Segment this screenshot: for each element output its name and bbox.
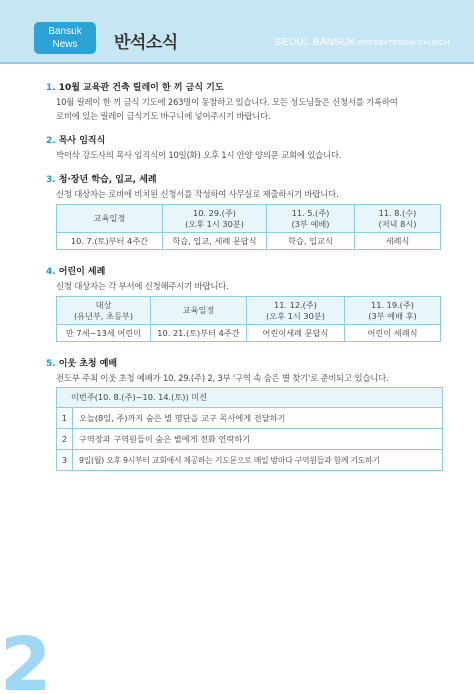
section-ordination xyxy=(46,135,442,162)
table-cell: 만 7세~13세 어린이 xyxy=(57,325,151,342)
section-body xyxy=(46,95,442,123)
mission-row xyxy=(57,408,443,429)
section-number: 2. xyxy=(46,136,56,146)
table-header-cell xyxy=(355,205,441,233)
church-name-sub: PRESBYTERIAN CHURCH xyxy=(355,40,450,47)
church-name-main: SEOUL BANSUK xyxy=(274,37,356,48)
table-cell: 어린이세례 문답식 xyxy=(247,325,345,342)
header-text: 10. 29.(주) (오후 1시 30분) xyxy=(185,207,244,229)
church-name xyxy=(275,37,450,48)
mission-number: 2 xyxy=(57,429,73,450)
mission-text: 구역장과 구역원들이 숨은 별에게 전화 연락하기 xyxy=(73,429,443,450)
header-text: 대상 (유년부, 초등부) xyxy=(73,299,134,321)
table-header-cell xyxy=(345,297,441,325)
table-header-row xyxy=(57,205,441,233)
section-title-text: 어린이 세례 xyxy=(58,267,106,277)
table-row xyxy=(57,233,441,250)
section-body xyxy=(46,279,442,293)
section-adult-baptism xyxy=(46,174,442,250)
body-line: 전도부 주최 이웃 초청 예배가 10. 29.(주) 2, 3부 '구역 속 숨은 별 찾기'로 준비되고 있습니다. xyxy=(56,373,389,383)
header-text: 11. 19.(주) (3부 예배 후) xyxy=(368,299,417,321)
section-title-text: 청·장년 학습, 입교, 세례 xyxy=(58,175,157,185)
table-header-cell xyxy=(57,205,163,233)
body-line: 신청 대상자는 각 부서에 신청해주시기 바랍니다. xyxy=(56,281,229,291)
body-line: 로비에 있는 릴레이 금식기도 바구니에 넣어주시기 바랍니다. xyxy=(56,111,271,121)
table-cell: 세례식 xyxy=(355,233,441,250)
mission-text: 9일(월) 오후 9시부터 교회에서 제공하는 기도문으로 매일 밤마다 구역원들과 함께 기도하기 xyxy=(73,450,443,471)
section-title xyxy=(46,358,442,371)
body-line: 박이삭 강도사의 목사 임직식이 10일(화) 오후 1시 안양 양의문 교회에 있습니다. xyxy=(56,150,342,160)
section-title-text: 10월 교육관 건축 릴레이 한 끼 금식 기도 xyxy=(58,83,224,93)
header-text: 11. 8.(수) (저녁 8시) xyxy=(378,207,417,229)
section-neighbor-invitation xyxy=(46,358,442,471)
section-building-relay-fast xyxy=(46,82,442,123)
header-text: 교육일정 xyxy=(93,213,126,223)
mission-number: 1 xyxy=(57,408,73,429)
table-cell: 10. 21.(토)부터 4주간 xyxy=(151,325,247,342)
table-header-cell xyxy=(247,297,345,325)
header-banner xyxy=(0,0,474,64)
mission-row xyxy=(57,450,443,471)
table-header-cell xyxy=(151,297,247,325)
bansuk-news-badge xyxy=(34,22,96,54)
mission-header-row xyxy=(57,388,443,408)
table-header-cell xyxy=(57,297,151,325)
mission-table xyxy=(56,387,443,471)
table-header-row xyxy=(57,297,441,325)
table-cell: 10. 7.(토)부터 4주간 xyxy=(57,233,163,250)
schedule-table xyxy=(56,204,441,250)
body-line: 10월 릴레이 한 끼 금식 기도에 263명이 동참하고 있습니다. 모든 성도님들은 신청서를 기록하여 xyxy=(56,97,398,107)
schedule-table xyxy=(56,296,441,342)
section-title xyxy=(46,135,442,148)
page-title: 반석소식 xyxy=(114,33,178,53)
section-title xyxy=(46,266,442,279)
section-title-text: 이웃 초청 예배 xyxy=(58,359,118,369)
mission-text: 오늘(8일, 주)까지 숨은 별 명단을 교구 목사에게 전달하기 xyxy=(73,408,443,429)
mission-header: 이번주(10. 8.(주)~10. 14.(토)) 미션 xyxy=(57,388,443,408)
header-text: 11. 5.(주) (3부 예배) xyxy=(291,207,330,229)
section-body xyxy=(46,371,442,385)
body-line: 신청 대상자는 로비에 비치된 신청서를 작성하여 사무실로 제출하시기 바랍니다. xyxy=(56,189,339,199)
table-header-cell xyxy=(163,205,267,233)
mission-number: 3 xyxy=(57,450,73,471)
section-number: 3. xyxy=(46,175,56,185)
section-number: 4. xyxy=(46,267,56,277)
section-title xyxy=(46,82,442,95)
badge-line-2: News xyxy=(52,39,78,50)
section-title-text: 목사 임직식 xyxy=(58,136,106,146)
header-text: 교육일정 xyxy=(182,305,215,315)
badge-line-1: Bansuk xyxy=(48,26,82,37)
table-header-cell xyxy=(267,205,355,233)
section-body xyxy=(46,187,442,201)
table-cell: 학습, 입교, 세례 문답식 xyxy=(163,233,267,250)
header-text: 11. 12.(주) (오후 1시 30분) xyxy=(266,299,325,321)
table-cell: 어린이 세례식 xyxy=(345,325,441,342)
section-body xyxy=(46,148,442,162)
section-title xyxy=(46,174,442,187)
section-child-baptism xyxy=(46,266,442,342)
table-row xyxy=(57,325,441,342)
mission-row xyxy=(57,429,443,450)
table-cell: 학습, 입교식 xyxy=(267,233,355,250)
page-number: 2 xyxy=(0,622,52,694)
section-number: 1. xyxy=(46,83,56,93)
section-number: 5. xyxy=(46,359,56,369)
